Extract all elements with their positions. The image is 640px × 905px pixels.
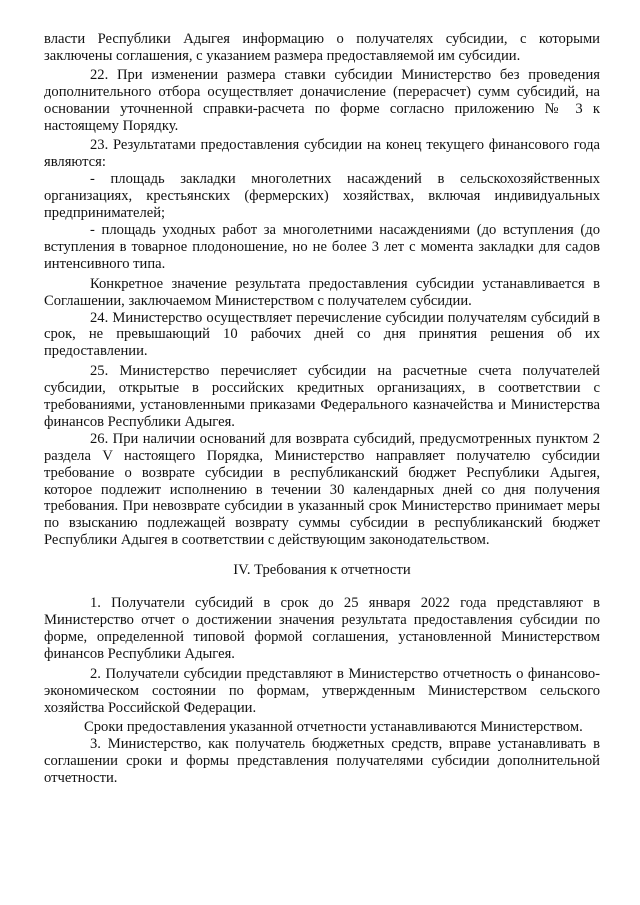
paragraph-23-item-2: - площадь уходных работ за многолетними насаждениями (до вступления (до вступления в товарное плодоношение, но не более 3 лет с момента закладки для садов интенсивного типа. [44,221,600,272]
paragraph-24: 24. Министерство осуществляет перечисление субсидии получателям субсидий в срок, не превышающий 10 рабочих дней со дня принятия решения об их предоставлении. [44,309,600,360]
paragraph-25: 25. Министерство перечисляет субсидии на расчетные счета получателей субсидии, открытые в российских кредитных организациях, в соответствии с требованиями, установленными приказами Федерального казначейства и Министерства финансов Республики Адыгея. [44,363,600,430]
paragraph-23-note: Конкретное значение результата предоставления субсидии устанавливается в Соглашении, заключаемом Министерством с получателем субсидии. [44,275,600,309]
paragraph-21-continuation: власти Республики Адыгея информацию о получателях субсидии, с которыми заключены соглашения, с указанием размера предоставляемой им субсидии. [44,31,600,64]
paragraph-23-item-1: - площадь закладки многолетних насаждений в сельскохозяйственных организациях, крестьянских (фермерских) хозяйствах, включая индивидуальных предпринимателей; [44,171,600,222]
paragraph-26: 26. При наличии оснований для возврата субсидий, предусмотренных пунктом 2 раздела V настоящего Порядка, Министерство направляет получателю субсидии требование о возврате субсидии в республиканский бюджет Республики Адыгея, которое подлежит исполнению в течении 30 календарных дней со дня получения требования. При невозврате субсидии в указанный срок Министерство принимает меры по взысканию подлежащей возврату суммы субсидии в республиканский бюджет Республики Адыгея в соответствии с действующим законодательством. [44,430,600,549]
section-4-item-3: 3. Министерство, как получатель бюджетных средств, вправе устанавливать в соглашении сроки и формы представления получателями субсидии дополнительной отчетности. [44,736,600,787]
paragraph-23: 23. Результатами предоставления субсидии на конец текущего финансового года являются: [44,137,600,171]
section-4-item-2-note: Сроки предоставления указанной отчетности устанавливаются Министерством. [84,719,583,736]
document-body [44,31,600,787]
paragraph-22: 22. При изменении размера ставки субсидии Министерство без проведения дополнительного отбора осуществляет доначисление (перерасчет) сумм субсидий, на основании уточненной справки-расчета по форме согласно приложению № 3 к настоящему Порядку. [44,66,600,134]
section-4-item-1: 1. Получатели субсидий в срок до 25 января 2022 года представляют в Министерство отчет о достижении значения результата предоставления субсидии по форме, определенной типовой формой соглашения, установленной Министерством финансов Республики Адыгея. [44,595,600,662]
section-4-item-2: 2. Получатели субсидии представляют в Министерство отчетность о финансово-экономическом состоянии по формам, утвержденным Министерством сельского хозяйства Российской Федерации. [44,665,600,716]
section-4-title: IV. Требования к отчетности [233,562,411,579]
